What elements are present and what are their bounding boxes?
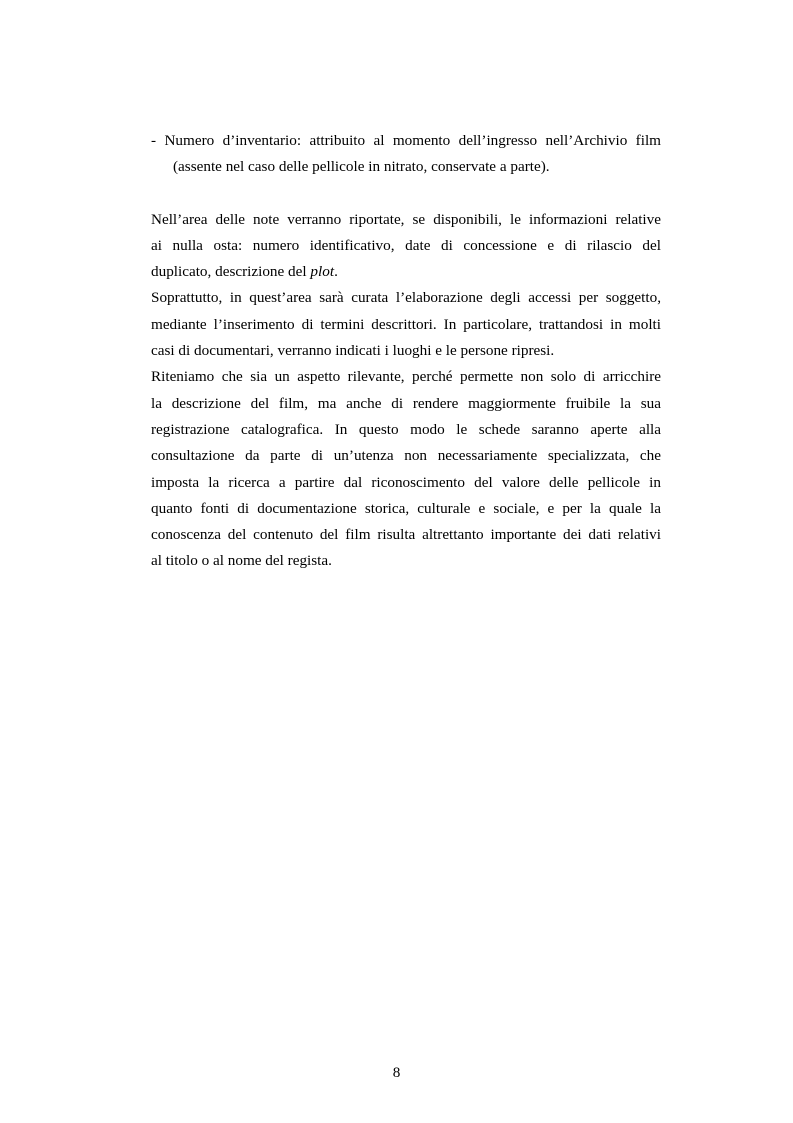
paragraph-line: registrazione catalografica. In questo modo le schede saranno aperte alla	[151, 420, 661, 438]
italic-term-plot: plot	[310, 263, 335, 281]
paragraph-line: consultazione da parte di un’utenza non necessariamente specializzata, che	[151, 447, 661, 465]
paragraph-line: quanto fonti di documentazione storica, culturale e sociale, e per la quale la	[151, 499, 661, 517]
paragraph-line: conoscenza del contenuto del film risulta altrettanto importante dei dati relativi	[151, 526, 661, 544]
paragraph-line: imposta la ricerca a partire dal riconoscimento del valore delle pellicole in	[151, 473, 661, 491]
page-number: 8	[392, 1064, 401, 1081]
page-content	[151, 128, 661, 575]
paragraph-notes-area	[151, 207, 661, 286]
paragraph-line: Riteniamo che sia un aspetto rilevante, perché permette non solo di arricchire	[151, 368, 661, 386]
paragraph-line: Soprattutto, in quest’area sarà curata l’elaborazione degli accessi per soggetto,	[151, 289, 661, 307]
paragraph-last-line: al titolo o al nome del regista.	[151, 552, 332, 570]
paragraph-last-line	[151, 259, 661, 285]
list-item-line-1: - Numero d’inventario: attribuito al momento dell’ingresso nell’Archivio film	[151, 132, 661, 149]
paragraph-line: mediante l’inserimento di termini descrittori. In particolare, trattandosi in molti	[151, 315, 661, 333]
list-item-line-2: (assente nel caso delle pellicole in nitrato, conservate a parte).	[173, 158, 550, 176]
paragraph-spacer	[151, 181, 661, 207]
paragraph-line: ai nulla osta: numero identificativo, date di concessione e di rilascio del	[151, 236, 661, 254]
paragraph-relevance	[151, 364, 661, 574]
list-item-inventory-number	[151, 128, 661, 181]
paragraph-subject-access	[151, 285, 661, 364]
paragraph-line: Nell’area delle note verranno riportate, se disponibili, le informazioni relative	[151, 210, 661, 228]
paragraph-line: la descrizione del film, ma anche di rendere maggiormente fruibile la sua	[151, 394, 661, 412]
text-segment: .	[334, 263, 338, 281]
text-segment: duplicato, descrizione del	[151, 263, 311, 281]
paragraph-last-line: casi di documentari, verranno indicati i luoghi e le persone ripresi.	[151, 342, 555, 360]
